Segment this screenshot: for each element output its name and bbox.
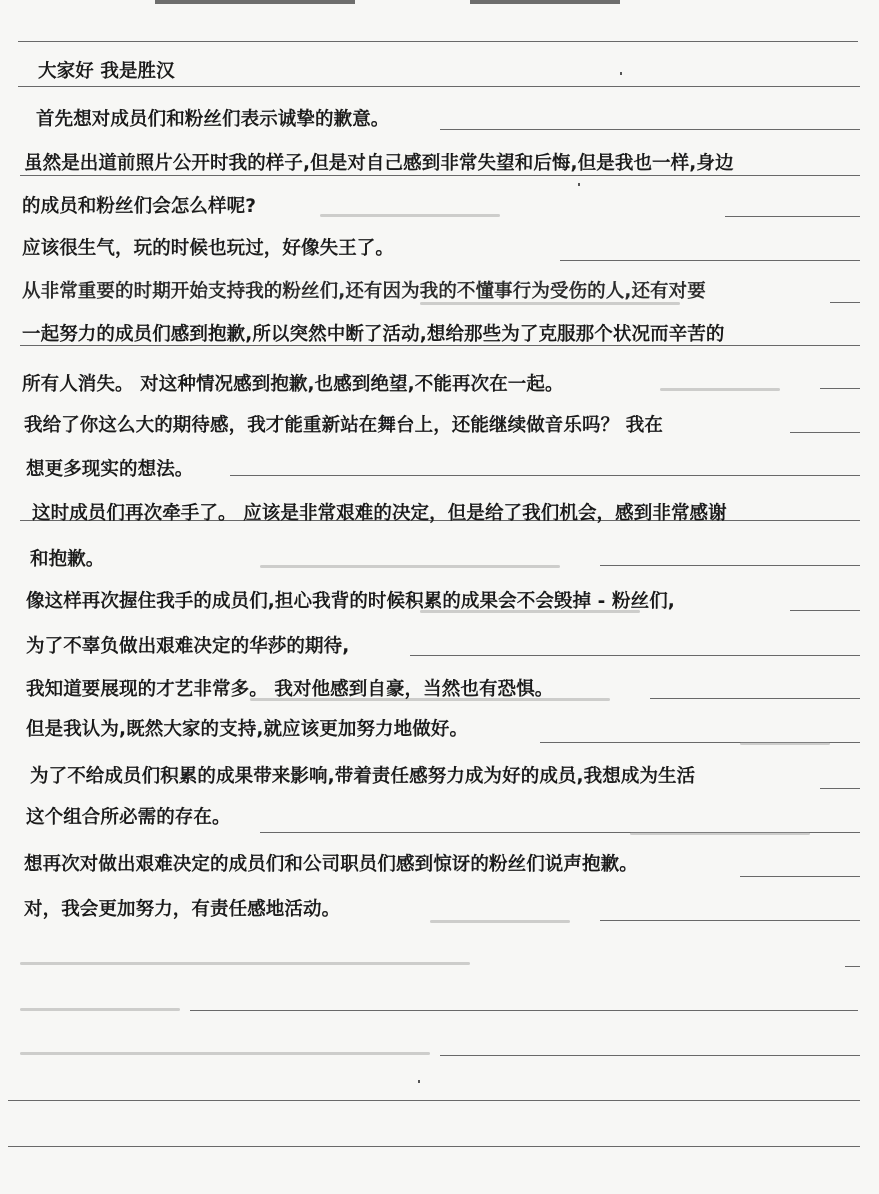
ruled-line <box>18 86 860 87</box>
scan-smudge <box>320 214 500 217</box>
ruled-line <box>230 475 860 476</box>
letter-line: 为了不给成员们积累的成果带来影响,带着责任感努力成为好的成员,我想成为生活 <box>30 766 696 787</box>
letter-line: 这个组合所必需的存在。 <box>26 807 231 828</box>
letter-line: 想再次对做出艰难决定的成员们和公司职员们感到惊讶的粉丝们说声抱歉。 <box>24 854 638 875</box>
ruled-line <box>650 698 860 699</box>
letter-line: 像这样再次握住我手的成员们,担心我背的时候积累的成果会不会毁掉 - 粉丝们, <box>26 591 675 612</box>
letter-line: 我给了你这么大的期待感，我才能重新站在舞台上，还能继续做音乐吗？ 我在 <box>24 415 663 436</box>
letter-line: 虽然是出道前照片公开时我的样子,但是对自己感到非常失望和后悔,但是我也一样,身边 <box>24 153 734 174</box>
top-edge-mark <box>470 0 620 4</box>
scan-smudge <box>740 742 830 745</box>
letter-line: 对，我会更加努力，有责任感地活动。 <box>24 899 341 920</box>
scan-smudge <box>660 388 780 391</box>
letter-line: 所有人消失。 对这种情况感到抱歉,也感到绝望,不能再次在一起。 <box>22 374 564 395</box>
ruled-line <box>440 129 860 130</box>
letter-line: 应该很生气，玩的时候也玩过，好像失王了。 <box>22 238 395 259</box>
ruled-line <box>790 432 860 433</box>
scan-speck <box>418 1080 420 1083</box>
scan-speck <box>620 72 622 75</box>
ruled-line <box>820 788 860 789</box>
letter-line: 但是我认为,既然大家的支持,就应该更加努力地做好。 <box>26 719 469 740</box>
letter-line: 和抱歉。 <box>30 549 105 570</box>
ruled-line <box>600 920 860 921</box>
scan-smudge <box>20 1008 180 1011</box>
letter-line: 的成员和粉丝们会怎么样呢? <box>22 196 257 217</box>
ruled-line <box>740 876 860 877</box>
scan-smudge <box>260 565 560 568</box>
letter-line: 首先想对成员们和粉丝们表示诚挚的歉意。 <box>36 109 390 130</box>
letter-line: 大家好 我是胜汉 <box>38 61 175 82</box>
ruled-line <box>830 302 860 303</box>
ruled-line <box>18 41 858 42</box>
letter-line: 这时成员们再次牵手了。 应该是非常艰难的决定，但是给了我们机会，感到非常感谢 <box>32 503 727 524</box>
ruled-line <box>820 388 860 389</box>
letter-line: 我知道要展现的才艺非常多。 我对他感到自豪，当然也有恐惧。 <box>26 679 554 700</box>
ruled-line <box>725 216 860 217</box>
letter-line: 一起努力的成员们感到抱歉,所以突然中断了活动,想给那些为了克服那个状况而辛苦的 <box>22 324 725 345</box>
ruled-line <box>600 565 860 566</box>
ruled-line <box>845 966 860 967</box>
scan-smudge <box>430 920 570 923</box>
ruled-line <box>560 260 860 261</box>
ruled-line <box>190 1010 858 1011</box>
letter-line: 想更多现实的想法。 <box>26 459 194 480</box>
scan-smudge <box>20 1052 430 1055</box>
scan-speck <box>578 183 580 186</box>
ruled-line <box>440 1055 860 1056</box>
letter-line: 为了不辜负做出艰难决定的华莎的期待, <box>26 636 350 657</box>
ruled-line <box>8 1100 860 1101</box>
ruled-line <box>790 610 860 611</box>
ruled-line <box>410 655 860 656</box>
letter-line: 从非常重要的时期开始支持我的粉丝们,还有因为我的不懂事行为受伤的人,还有对要 <box>22 281 706 302</box>
scan-smudge <box>630 832 810 835</box>
ruled-line <box>8 1146 860 1147</box>
top-edge-mark <box>155 0 355 4</box>
scan-smudge <box>20 962 470 965</box>
